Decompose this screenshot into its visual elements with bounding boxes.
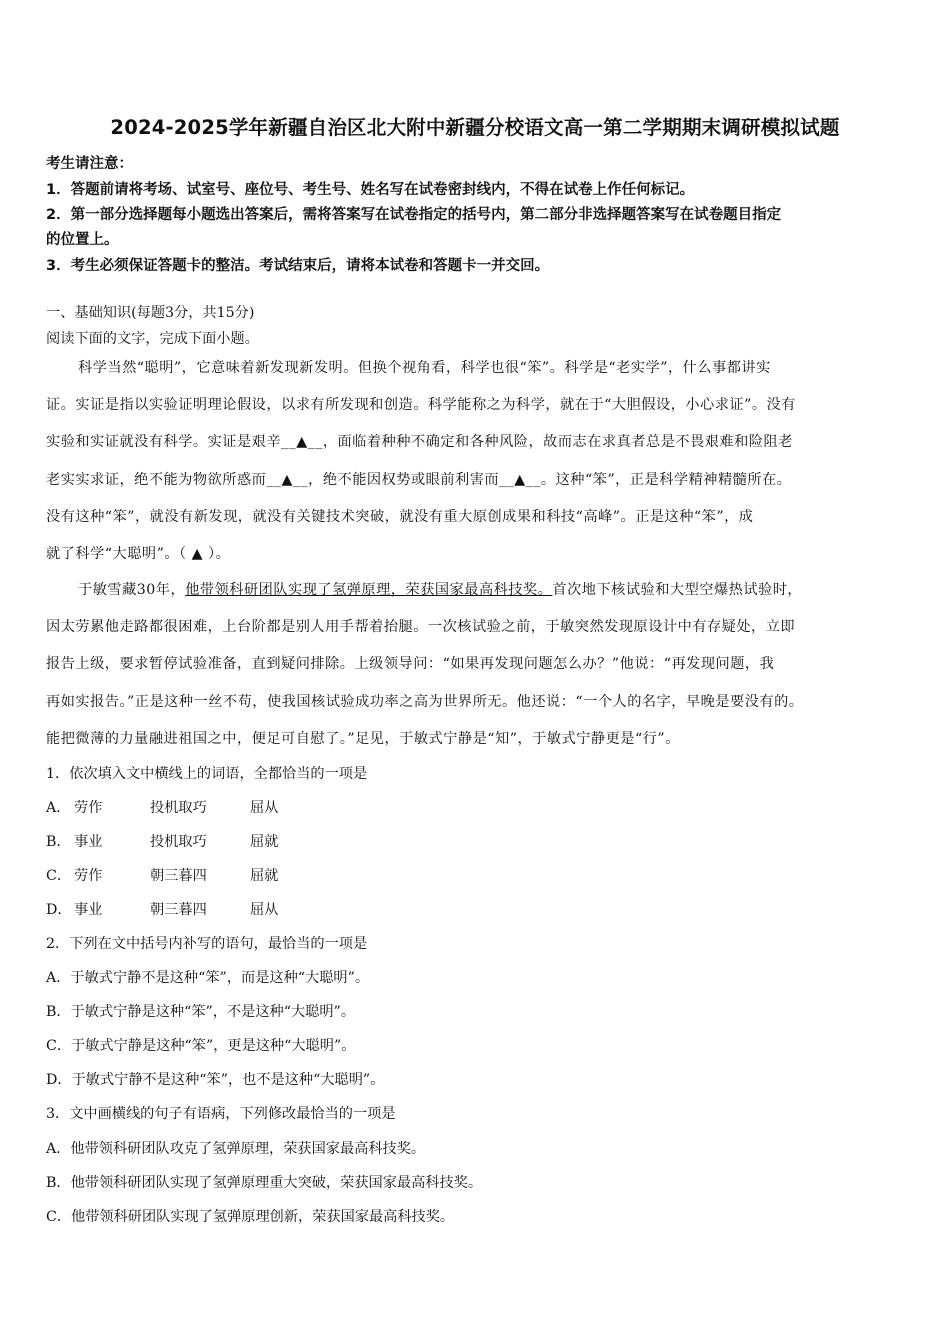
option-word: 朝三暮四 [150,902,207,918]
q3-option-a: A．他带领科研团队攻克了氢弹原理，荣获国家最高科技奖。 [46,1141,426,1157]
answer-blank: __▲__ [266,471,309,488]
passage-line: 证。实证是指以实验证明理论假设，以求有所发现和创造。科学能称之为科学，就在于“大胆假设，小心求证”。没有 [46,397,796,414]
passage-1 [46,350,906,573]
option-word: 事业 [74,902,103,918]
q1-option-c [46,865,278,885]
notice-heading: 考生请注意： [46,156,133,172]
option-word: 朝三暮四 [150,868,207,884]
notice-item: 2．第一部分选择题每小题选出答案后，需将答案写在试卷指定的括号内，第二部分非选择题答案写在试卷题目指定 [46,207,782,223]
option-word: 投机取巧 [150,800,207,816]
passage-text: 于敏雪藏30年， [78,582,186,598]
option-label: D． [46,902,72,918]
passage-text: ，绝不能因权势或眼前利害而 [308,471,500,488]
section-heading: 一、基础知识(每题3分，共15分) [46,305,255,321]
passage-line: 科学当然“聪明”，它意味着新发现新发明。但换个视角看，科学也很“笨”。科学是“老实学”，什么事都讲实 [78,360,771,376]
passage-text: 首次地下核试验和大型空爆热试验时， [552,582,803,598]
option-word: 劳作 [74,868,103,884]
q3-option-b: B．他带领科研团队实现了氢弹原理重大突破，荣获国家最高科技奖。 [46,1175,483,1191]
option-label: B． [46,834,71,850]
passage-line: 再如实报告。”正是这种一丝不苟，使我国核试验成功率之高为世界所无。他还说：“一个人的名字，早晚是要没有的。 [46,693,804,710]
option-word: 屈就 [250,868,279,884]
option-word: 劳作 [74,800,103,816]
q1-option-b [46,831,278,851]
q1-option-a [46,797,278,817]
passage-line: 没有这种“笨”，就没有新发现，就没有关键技术突破，就没有重大原创成果和科技“高峰”。正是这种“笨”，成 [46,508,754,525]
passage-text: 实验和实证就没有科学。实证是艰辛 [46,434,282,451]
option-word: 事业 [74,834,103,850]
passage-line: 能把微薄的力量融进祖国之中，便足可自慰了。”足见，于敏式宁静是“知”，于敏式宁静更是“行”。 [46,730,680,747]
answer-blank: __▲__ [281,434,323,451]
question-1-stem: 1．依次填入文中横线上的词语，全都恰当的一项是 [46,766,368,782]
q1-option-d [46,899,278,919]
q2-option-c: C．于敏式宁静是这种“笨”，更是这种“大聪明”。 [46,1038,356,1054]
answer-blank: __▲__ [499,471,541,488]
option-word: 屈就 [250,834,279,850]
underlined-sentence: 他带领科研团队实现了氢弹原理，荣获国家最高科技奖。 [185,582,553,598]
passage-line [46,424,906,461]
option-word: 屈从 [250,902,279,918]
passage-text: 。这种“笨”，正是科学精神精髓所在。 [540,471,792,488]
option-word: 投机取巧 [150,834,207,850]
passage-line: 就了科学“大聪明”。（ ▲ ）。 [46,546,231,563]
passage-line [46,572,906,609]
notice-item: 1．答题前请将考场、试室号、座位号、考生号、姓名写在试卷密封线内，不得在试卷上作任何标记。 [46,182,695,198]
q2-option-d: D．于敏式宁静不是这种“笨”，也不是这种“大聪明”。 [46,1072,385,1088]
question-2-stem: 2．下列在文中括号内补写的语句，最恰当的一项是 [46,936,368,952]
option-word: 屈从 [250,800,279,816]
passage-line: 因太劳累他走路都很困难，上台阶都是别人用手帮着抬腿。一次核试验之前，于敏突然发现原设计中有存疑处，立即 [46,619,796,636]
option-label: A． [46,800,71,816]
notice-item: 3．考生必须保证答题卡的整洁。考试结束后，请将本试卷和答题卡一并交回。 [46,258,550,274]
q2-option-b: B．于敏式宁静是这种“笨”，不是这种“大聪明”。 [46,1004,356,1020]
passage-2 [46,572,906,758]
q3-option-c: C．他带领科研团队实现了氢弹原理创新，荣获国家最高科技奖。 [46,1209,455,1225]
q2-option-a: A．于敏式宁静不是这种“笨”，而是这种“大聪明”。 [46,970,370,986]
passage-text: ，面临着种种不确定和各种风险，故而志在求真者总是不畏艰难和险阻老 [322,434,793,451]
passage-line: 报告上级，要求暂停试验准备，直到疑问排除。上级领导问：“如果再发现问题怎么办？”他说：“再发现问题，我 [46,656,775,673]
option-label: C． [46,868,72,884]
section-instruction: 阅读下面的文字，完成下面小题。 [46,331,259,347]
passage-text: 老实实求证，绝不能为物欲所惑而 [46,471,267,488]
notice-item: 的位置上。 [46,232,119,248]
question-3-stem: 3．文中画横线的句子有语病，下列修改最恰当的一项是 [46,1106,396,1122]
passage-line [46,462,906,499]
page-title: 2024-2025学年新疆自治区北大附中新疆分校语文高一第二学期期末调研模拟试题 [110,116,840,139]
